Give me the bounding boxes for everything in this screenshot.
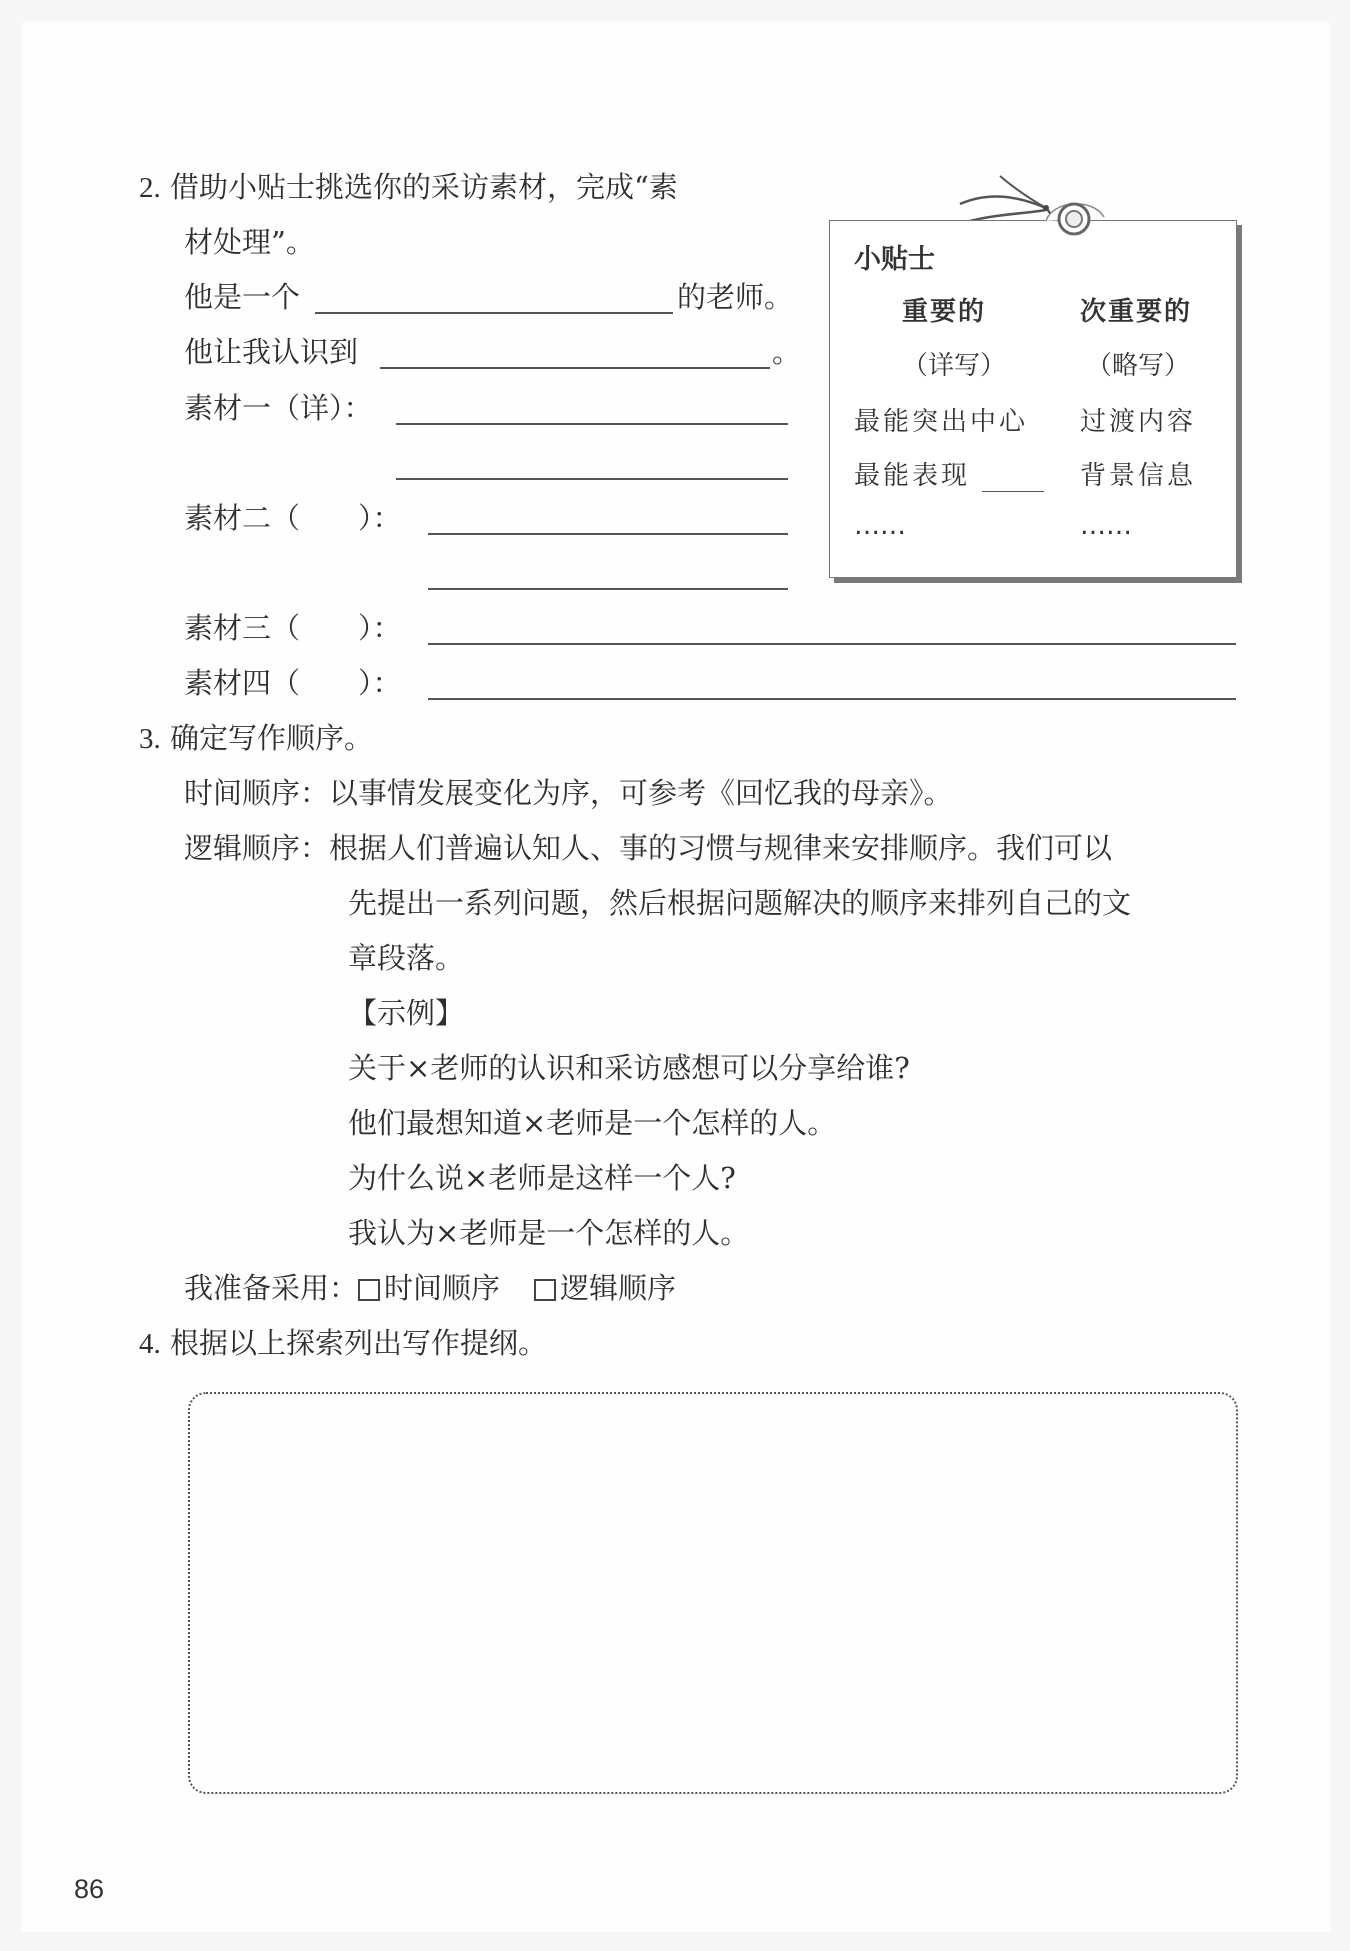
realize-suffix: 。 <box>772 335 802 369</box>
q3-title: 3. 确定写作顺序。 <box>139 721 373 755</box>
logic-order-checkbox[interactable] <box>534 1279 556 1301</box>
material-2-blank-b[interactable] <box>428 588 788 590</box>
choose-order-row <box>184 1268 676 1308</box>
tip-col1-sub: （详写） <box>902 351 1007 381</box>
example-heading: 【示例】 <box>348 996 465 1030</box>
time-order-checkbox[interactable] <box>358 1279 380 1301</box>
teacher-blank[interactable] <box>315 312 673 314</box>
teacher-prefix: 他是一个 <box>184 280 301 314</box>
page-number: 86 <box>74 1874 105 1904</box>
tip-col1-item1: 最能突出中心 <box>854 407 1029 437</box>
workbook-page <box>22 22 1330 1932</box>
outline-answer-box[interactable] <box>188 1392 1238 1794</box>
tip-col2-item1: 过渡内容 <box>1080 407 1197 437</box>
material-1-blank-a[interactable] <box>396 423 788 425</box>
realize-prefix: 他让我认识到 <box>184 335 359 369</box>
example-line-4: 我认为×老师是一个怎样的人。 <box>348 1216 750 1250</box>
teacher-suffix: 的老师。 <box>677 280 794 314</box>
q4-title: 4. 根据以上探索列出写作提纲。 <box>139 1326 547 1360</box>
material-2-label: 素材二（ ）： <box>184 501 402 535</box>
tip-col1-header: 重要的 <box>902 297 987 327</box>
material-1-label: 素材一（详）： <box>184 391 373 425</box>
material-1-blank-b[interactable] <box>396 478 788 480</box>
example-line-3: 为什么说×老师是这样一个人? <box>348 1161 736 1195</box>
logic-order-line1: 逻辑顺序：根据人们普遍认知人、事的习惯与规律来安排顺序。我们可以 <box>184 831 1113 865</box>
material-3-blank[interactable] <box>428 643 1236 645</box>
material-4-label: 素材四（ ）： <box>184 666 402 700</box>
time-order-text: 时间顺序：以事情发展变化为序，可参考《回忆我的母亲》。 <box>184 776 953 810</box>
time-order-option: 时间顺序 <box>384 1271 501 1305</box>
q2-line2: 材处理”。 <box>184 225 315 259</box>
material-4-blank[interactable] <box>428 698 1236 700</box>
logic-order-line3: 章段落。 <box>348 941 465 975</box>
material-2-blank-a[interactable] <box>428 533 788 535</box>
tip-col2-item2: 背景信息 <box>1080 461 1197 491</box>
choose-order-label: 我准备采用： <box>184 1271 359 1305</box>
tip-col2-sub: （略写） <box>1086 351 1191 381</box>
tip-col2-ellipsis: …… <box>1080 511 1132 541</box>
material-3-label: 素材三（ ）： <box>184 611 402 645</box>
logic-order-option: 逻辑顺序 <box>560 1271 677 1305</box>
tip-col2-header: 次重要的 <box>1080 297 1193 327</box>
tip-blank[interactable] <box>982 491 1044 492</box>
tip-card <box>829 220 1237 578</box>
tip-title: 小贴士 <box>854 244 935 275</box>
q2-line1: 2. 借助小贴士挑选你的采访素材，完成“素 <box>139 170 678 204</box>
example-line-2: 他们最想知道×老师是一个怎样的人。 <box>348 1106 837 1140</box>
tip-col1-ellipsis: …… <box>854 511 906 541</box>
example-line-1: 关于×老师的认识和采访感想可以分享给谁? <box>348 1051 910 1085</box>
tip-col1-item2: 最能表现 <box>854 461 971 491</box>
logic-order-line2: 先提出一系列问题，然后根据问题解决的顺序来排列自己的文 <box>348 886 1132 920</box>
grommet-icon <box>1046 195 1106 243</box>
realize-blank[interactable] <box>380 367 770 369</box>
